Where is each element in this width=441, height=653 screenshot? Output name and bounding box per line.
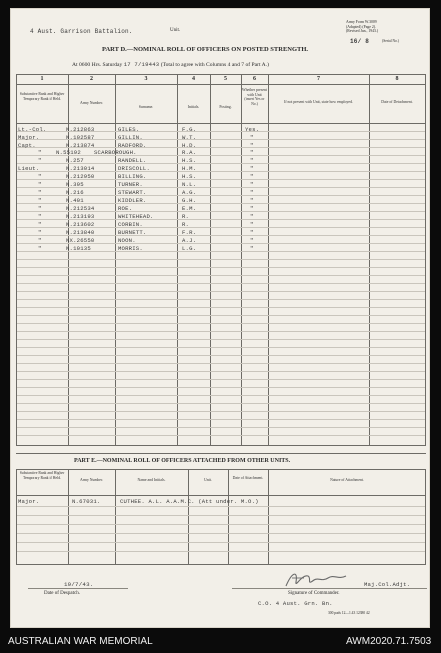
col-border <box>241 74 242 446</box>
col-border <box>268 74 269 446</box>
part-e-header-rank: Substantive Rank and Higher Temporary Rank if Held. <box>19 471 65 480</box>
cell-surname: TURNER. <box>118 181 143 188</box>
cell-present: " <box>250 197 254 204</box>
table-top-border <box>16 74 426 75</box>
column-header-rank: Substantive Rank and Higher Temporary Rank if Held. <box>19 92 65 101</box>
cell-present: " <box>250 149 254 156</box>
cell-army-number: N.395 <box>66 181 84 188</box>
cell-initials: G.H. <box>182 197 197 204</box>
cell-present: " <box>250 173 254 180</box>
cell-surname: DRISCOLL. <box>118 165 151 172</box>
cell-surname: NOON. <box>118 237 136 244</box>
cell-present: " <box>250 245 254 252</box>
cell-surname: ROE. <box>118 205 133 212</box>
column-header-army-number: Army Number. <box>80 101 103 105</box>
cell-rank: Major. <box>18 134 40 141</box>
column-header-detachment-date: Date of Detachment. <box>381 100 413 104</box>
cell-rank: " <box>38 205 42 212</box>
signature-line <box>232 588 427 589</box>
cell-surname: GILES. <box>118 126 140 133</box>
signer-role: Maj.Col.Adjt. <box>364 581 411 588</box>
cell-surname: KIDDLER. <box>118 197 147 204</box>
part-e-top-border <box>16 453 426 454</box>
cell-present: " <box>250 221 254 228</box>
roll-total-note: (Total to agree with Columns 4 and 7 of Part A.) <box>160 62 269 68</box>
cell-army-number: N.213874 <box>66 142 95 149</box>
signature-label: Signature of Commander. <box>288 591 340 596</box>
cell-initials: R. <box>182 221 190 228</box>
col-border <box>369 74 370 446</box>
unit-name: 4 Aust. Garrison Battalion. <box>30 28 133 35</box>
unit-label: Unit. <box>170 28 181 33</box>
column-header-posting: Posting. <box>219 105 232 109</box>
cell-rank: " <box>38 173 42 180</box>
part-e-header-date: Date of Attachment. <box>232 476 264 480</box>
cell-army-number: N.216 <box>66 189 84 196</box>
print-reference: 300 pads 12—1.43 12380 42 <box>328 611 370 615</box>
roll-year: 43 <box>152 61 160 68</box>
cell-army-number: N.10135 <box>66 245 91 252</box>
cell-initials: F.G. <box>182 126 197 133</box>
form-revised: (Revised Jan., 1943.) <box>346 29 379 34</box>
form-reference <box>346 20 378 34</box>
part-e-header-unit: Unit. <box>204 478 212 482</box>
cell-rank: Major. <box>18 498 40 505</box>
cell-rank: " <box>38 229 42 236</box>
roll-date: 17 7/194 <box>123 61 153 68</box>
part-e-bottom-border <box>16 564 426 565</box>
column-header-initials: Initials. <box>187 105 200 109</box>
cell-initials: N.L. <box>182 181 197 188</box>
document-page <box>10 8 430 628</box>
caption-accession-number: AWM2020.71.7503 <box>346 636 432 647</box>
cell-initials: H.S. <box>182 173 197 180</box>
cell-present: Yes. <box>245 126 260 133</box>
serial-number: 16/ 8 <box>350 38 370 45</box>
cell-present: " <box>250 229 254 236</box>
cell-present: " <box>250 134 254 141</box>
cell-army-number: N.102587 <box>66 134 95 141</box>
cell-present: " <box>250 157 254 164</box>
cell-rank: " <box>38 157 42 164</box>
cell-present: " <box>250 189 254 196</box>
cell-present: " <box>250 213 254 220</box>
commander-signature <box>282 568 352 590</box>
despatch-label: Date of Despatch. <box>44 591 80 596</box>
cell-initials: E.M. <box>182 205 197 212</box>
cell-army-number: N.213193 <box>66 213 95 220</box>
cell-rank: " <box>38 149 42 156</box>
column-number: 1 <box>40 76 44 82</box>
cell-surname: RADFORD. <box>118 142 147 149</box>
cell-initials: L.G. <box>182 245 197 252</box>
col-border <box>210 74 211 446</box>
cell-army-number: N.55192 <box>56 149 81 156</box>
cell-rank: " <box>38 245 42 252</box>
cell-surname: STEWART. <box>118 189 147 196</box>
column-header-present: Whether present with Unit (insert Yes or No.) <box>242 88 267 106</box>
cell-surname: BURNETT. <box>118 229 147 236</box>
column-number-divider <box>16 84 426 85</box>
cell-army-number: N.213840 <box>66 229 95 236</box>
cell-army-number: NX.26550 <box>66 237 95 244</box>
cell-initials: F.R. <box>182 229 197 236</box>
part-e-title: PART E.—NOMINAL ROLL OF OFFICERS ATTACHED FROM OTHER UNITS. <box>74 458 291 464</box>
cell-rank: Capt. <box>18 142 36 149</box>
cell-initials: R.A. <box>182 149 197 156</box>
cell-army-number: N.213602 <box>66 221 95 228</box>
form-adapted: (Adapted) (Page 2). <box>346 24 377 29</box>
cell-initials: A.J. <box>182 237 197 244</box>
col-border <box>425 469 426 565</box>
part-e-header-top <box>16 469 426 470</box>
cell-present: " <box>250 165 254 172</box>
cell-surname: RANDELL. <box>118 157 147 164</box>
col-border <box>115 74 116 446</box>
cell-surname: GILLIN. <box>118 134 143 141</box>
cell-present: " <box>250 181 254 188</box>
serial-label: (Serial No.) <box>382 39 399 43</box>
cell-initials: H.M. <box>182 165 197 172</box>
cell-surname: CORBIN. <box>118 221 143 228</box>
part-e-header-bottom <box>16 495 426 496</box>
cell-initials: R. <box>182 213 190 220</box>
col-border <box>425 74 426 446</box>
caption-institution: AUSTRALIAN WAR MEMORIAL <box>8 636 153 647</box>
cell-army-number: N.257 <box>66 157 84 164</box>
header-divider <box>16 123 426 124</box>
cell-rank: Lieut. <box>18 165 40 172</box>
cell-rank: Lt.-Col. <box>18 126 47 133</box>
cell-army-number: N.212534 <box>66 205 95 212</box>
form-ref: Army Form W.3009 <box>346 20 377 24</box>
cell-rank: " <box>38 181 42 188</box>
cell-surname: SCARBOROUGH. <box>94 149 137 156</box>
cell-surname: WHITEHEAD. <box>118 213 154 220</box>
signer-unit: C.O. 4 Aust. Grn. Bn. <box>258 600 333 607</box>
column-number: 7 <box>317 76 320 82</box>
column-header-employment: If not present with Unit, state how employed. <box>284 100 353 104</box>
table-bottom-border <box>16 445 426 446</box>
column-number: 3 <box>144 76 148 82</box>
cell-army-number: N.213014 <box>66 165 95 172</box>
cell-army-number: N.212950 <box>66 173 95 180</box>
part-e-header-army-number: Army Number. <box>80 478 103 482</box>
cell-surname: BILLING. <box>118 173 147 180</box>
cell-present: " <box>250 237 254 244</box>
column-number: 5 <box>224 76 227 82</box>
column-number: 8 <box>395 76 399 82</box>
column-number: 6 <box>253 76 256 82</box>
cell-attachment-entry: CUTHEE. A.L. A.A.M.C. (Att under. M.O.) <box>120 498 259 505</box>
cell-present: " <box>250 205 254 212</box>
cell-present: " <box>250 142 254 149</box>
col-border <box>177 74 178 446</box>
column-number: 4 <box>192 76 195 82</box>
col-border <box>16 74 17 446</box>
despatch-date: 19/7/43. <box>64 581 94 588</box>
cell-rank: " <box>38 221 42 228</box>
column-header-surname: Surname. <box>138 105 154 109</box>
cell-initials: H.D. <box>182 142 197 149</box>
cell-rank: " <box>38 213 42 220</box>
despatch-line <box>28 588 128 589</box>
cell-initials: H.S. <box>182 157 197 164</box>
cell-initials: W.T. <box>182 134 197 141</box>
part-d-title: PART D.—NOMINAL ROLL OF OFFICERS ON POSTED STRENGTH. <box>102 46 309 53</box>
cell-surname: MORRIS. <box>118 245 143 252</box>
roll-time-label: At 0600 Hrs. Saturday <box>72 62 123 68</box>
cell-army-number: N.401 <box>66 197 84 204</box>
cell-initials: A.G. <box>182 189 197 196</box>
part-e-header-nature: Nature of Attachment. <box>330 478 364 482</box>
part-e-header-name: Name and Initials. <box>137 478 166 482</box>
cell-army-number: N.67031. <box>72 498 101 505</box>
cell-army-number: N.212863 <box>66 126 95 133</box>
roll-date-line <box>72 61 269 68</box>
archive-caption-bar <box>0 632 441 653</box>
cell-rank: " <box>38 189 42 196</box>
column-number: 2 <box>90 76 93 82</box>
cell-rank: " <box>38 197 42 204</box>
cell-rank: " <box>38 237 42 244</box>
